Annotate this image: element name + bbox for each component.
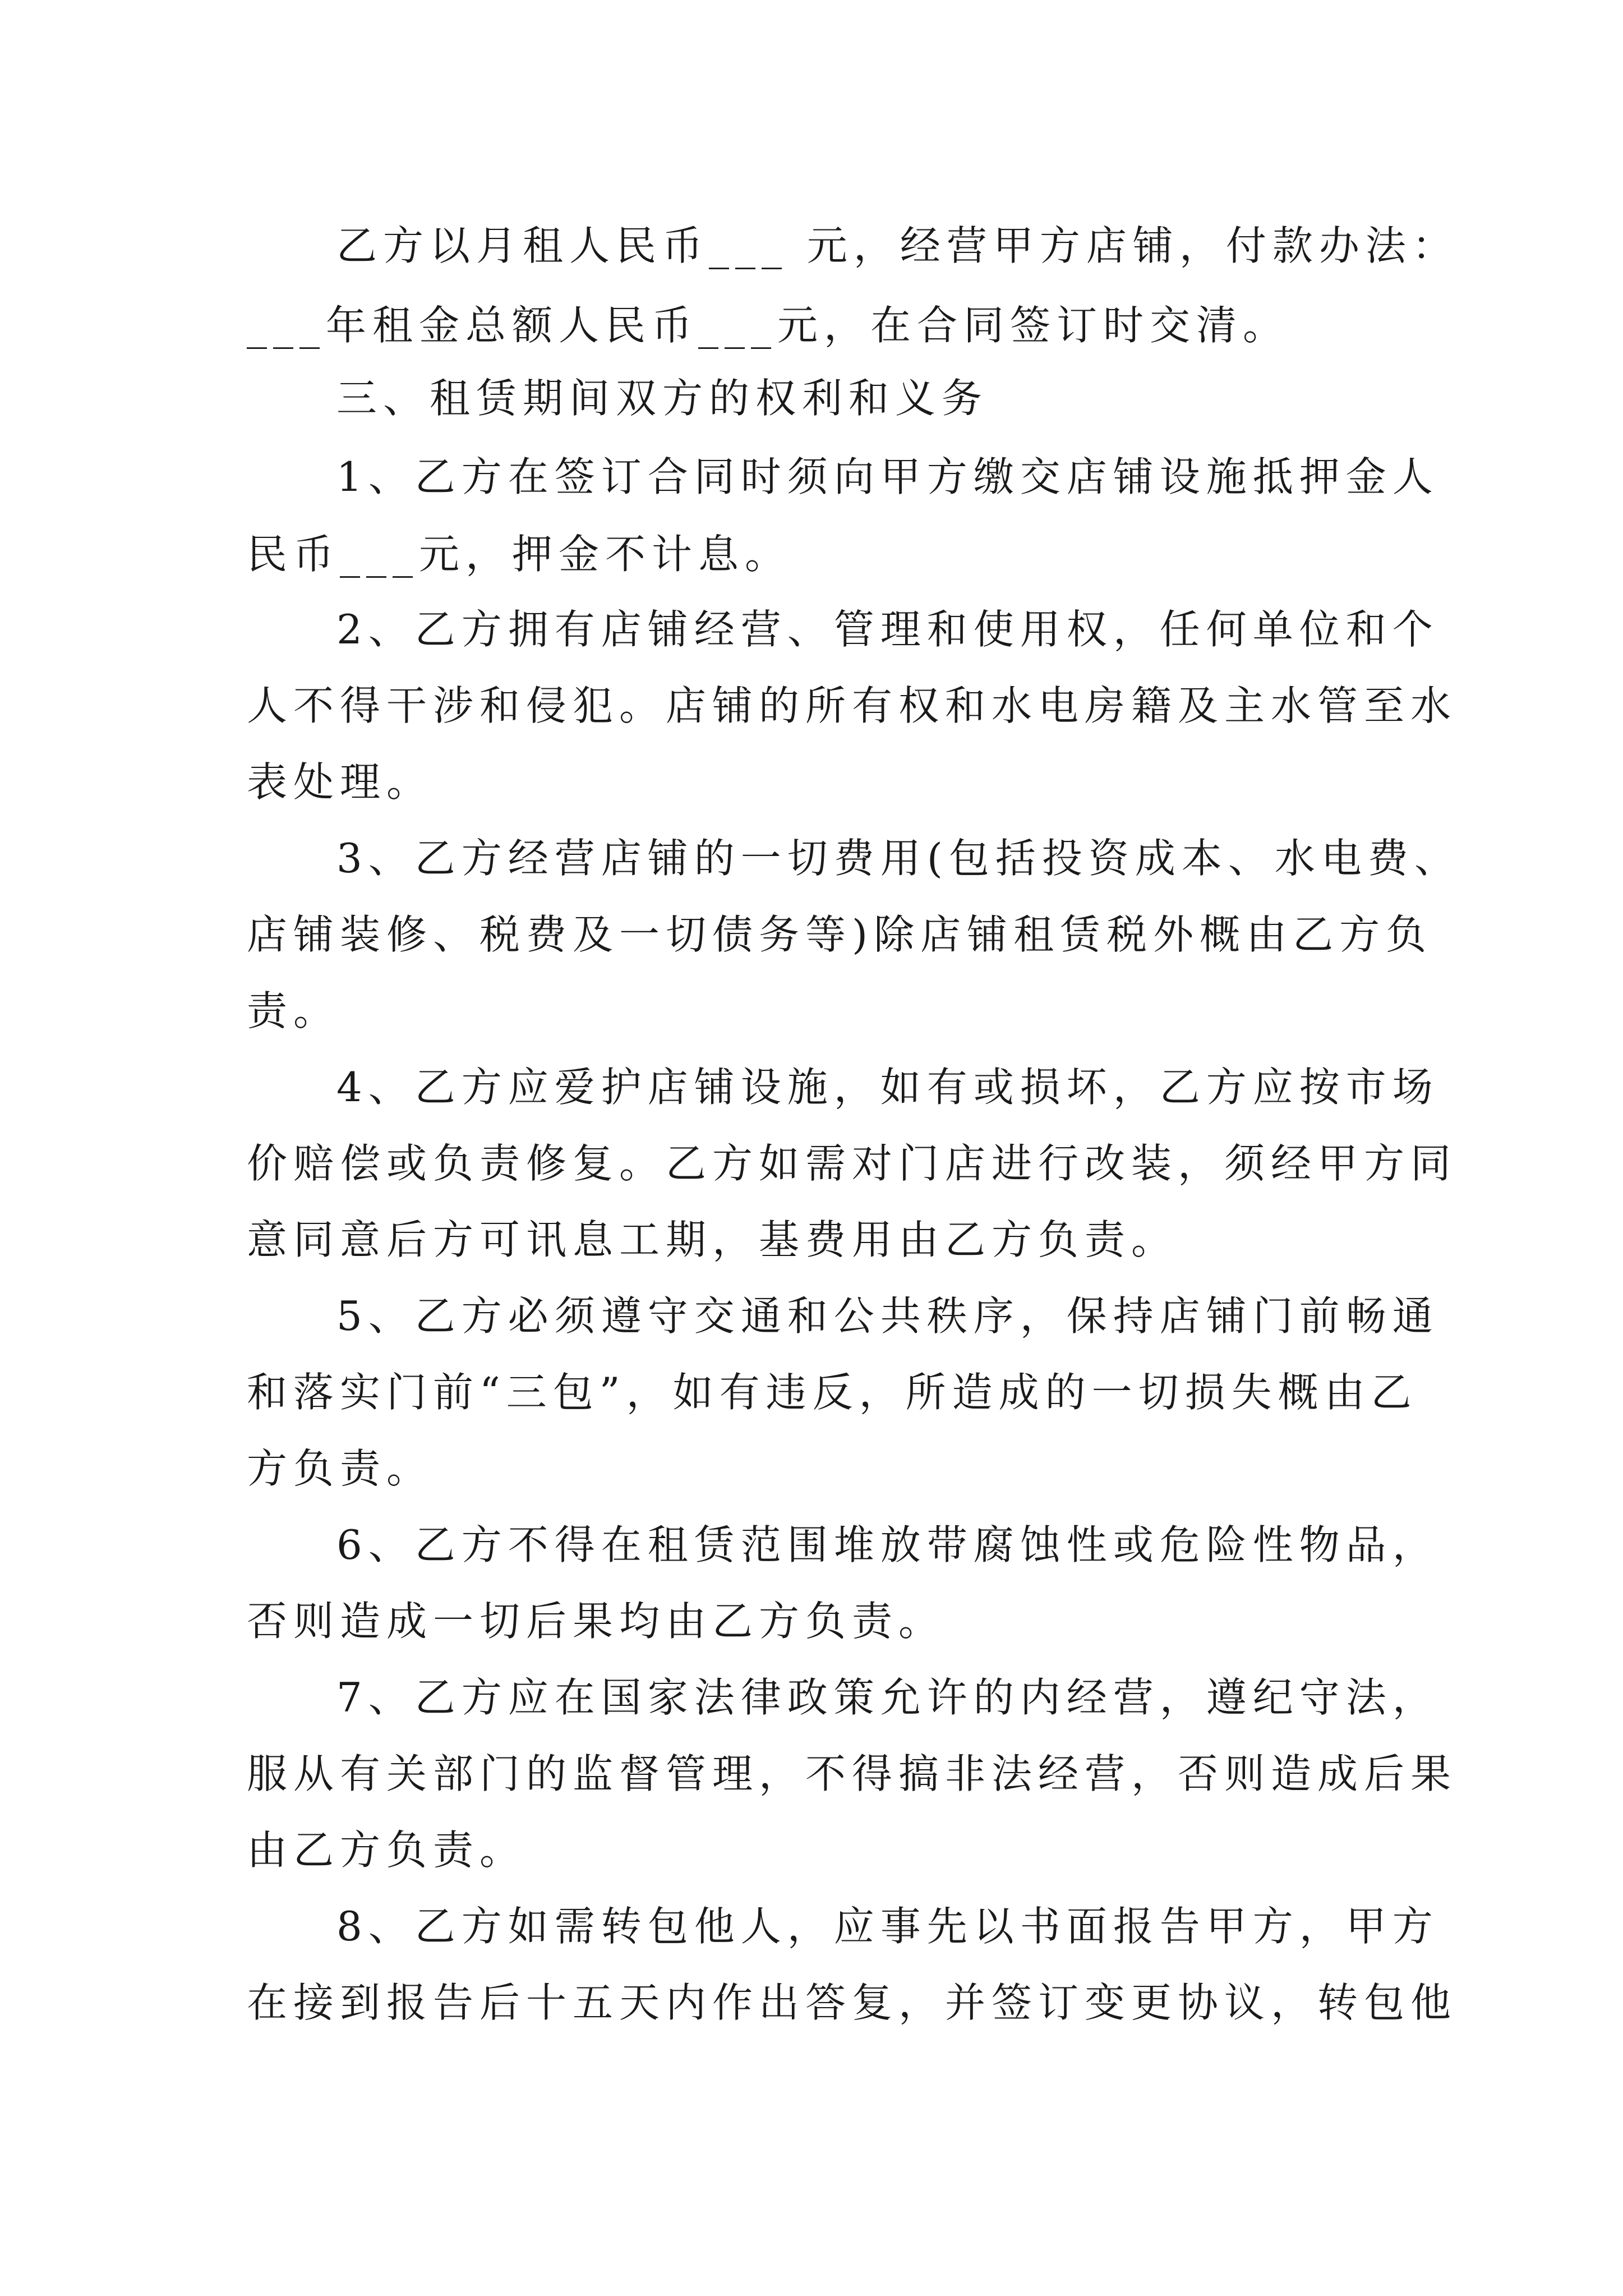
clause-1-line-2: 民币___元，押金不计息。 [247, 531, 792, 578]
clause-7-line-3: 由乙方负责。 [247, 1826, 527, 1874]
rent-total-line: ___年租金总额人民币___元，在合同签订时交清。 [247, 302, 1290, 349]
clause-3-line-2: 店铺装修、税费及一切债务等)除店铺租赁税外概由乙方负 [247, 911, 1433, 958]
clause-7-line-1: 7、乙方应在国家法律政策允许的内经营，遵纪守法， [336, 1674, 1439, 1721]
clause-4-line-3: 意同意后方可讯息工期，基费用由乙方负责。 [247, 1216, 1178, 1263]
rent-payment-line: 乙方以月租人民币___ 元，经营甲方店铺，付款办法： [336, 222, 1459, 269]
clause-6-line-2: 否则造成一切后果均由乙方负责。 [247, 1598, 946, 1645]
clause-4-line-2: 价赔偿或负责修复。乙方如需对门店进行改装，须经甲方同 [247, 1140, 1458, 1187]
clause-1-line-1: 1、乙方在签订合同时须向甲方缴交店铺设施抵押金人 [336, 453, 1439, 500]
clause-3-line-1: 3、乙方经营店铺的一切费用(包括投资成本、水电费、 [336, 835, 1461, 882]
clause-3-line-3: 责。 [247, 987, 340, 1034]
clause-2-line-3: 表处理。 [247, 758, 434, 806]
clause-5-line-1: 5、乙方必须遵守交通和公共秩序，保持店铺门前畅通 [336, 1292, 1439, 1340]
clause-7-line-2: 服从有关部门的监督管理，不得搞非法经营，否则造成后果 [247, 1750, 1458, 1797]
clause-6-line-1: 6、乙方不得在租赁范围堆放带腐蚀性或危险性物品， [336, 1521, 1439, 1568]
clause-5-line-2: 和落实门前“三包”，如有违反，所造成的一切损失概由乙 [247, 1369, 1418, 1416]
clause-8-line-2: 在接到报告后十五天内作出答复，并签订变更协议，转包他 [247, 1979, 1458, 2026]
clause-4-line-1: 4、乙方应爱护店铺设施，如有或损坏，乙方应按市场 [336, 1064, 1439, 1111]
clause-5-line-3: 方负责。 [247, 1445, 434, 1492]
clause-8-line-1: 8、乙方如需转包他人，应事先以书面报告甲方，甲方 [336, 1903, 1439, 1950]
clause-2-line-1: 2、乙方拥有店铺经营、管理和使用权，任何单位和个 [336, 606, 1439, 653]
section-heading-rights-obligations: 三、租赁期间双方的权利和义务 [336, 375, 989, 422]
clause-2-line-2: 人不得干涉和侵犯。店铺的所有权和水电房籍及主水管至水 [247, 682, 1458, 729]
